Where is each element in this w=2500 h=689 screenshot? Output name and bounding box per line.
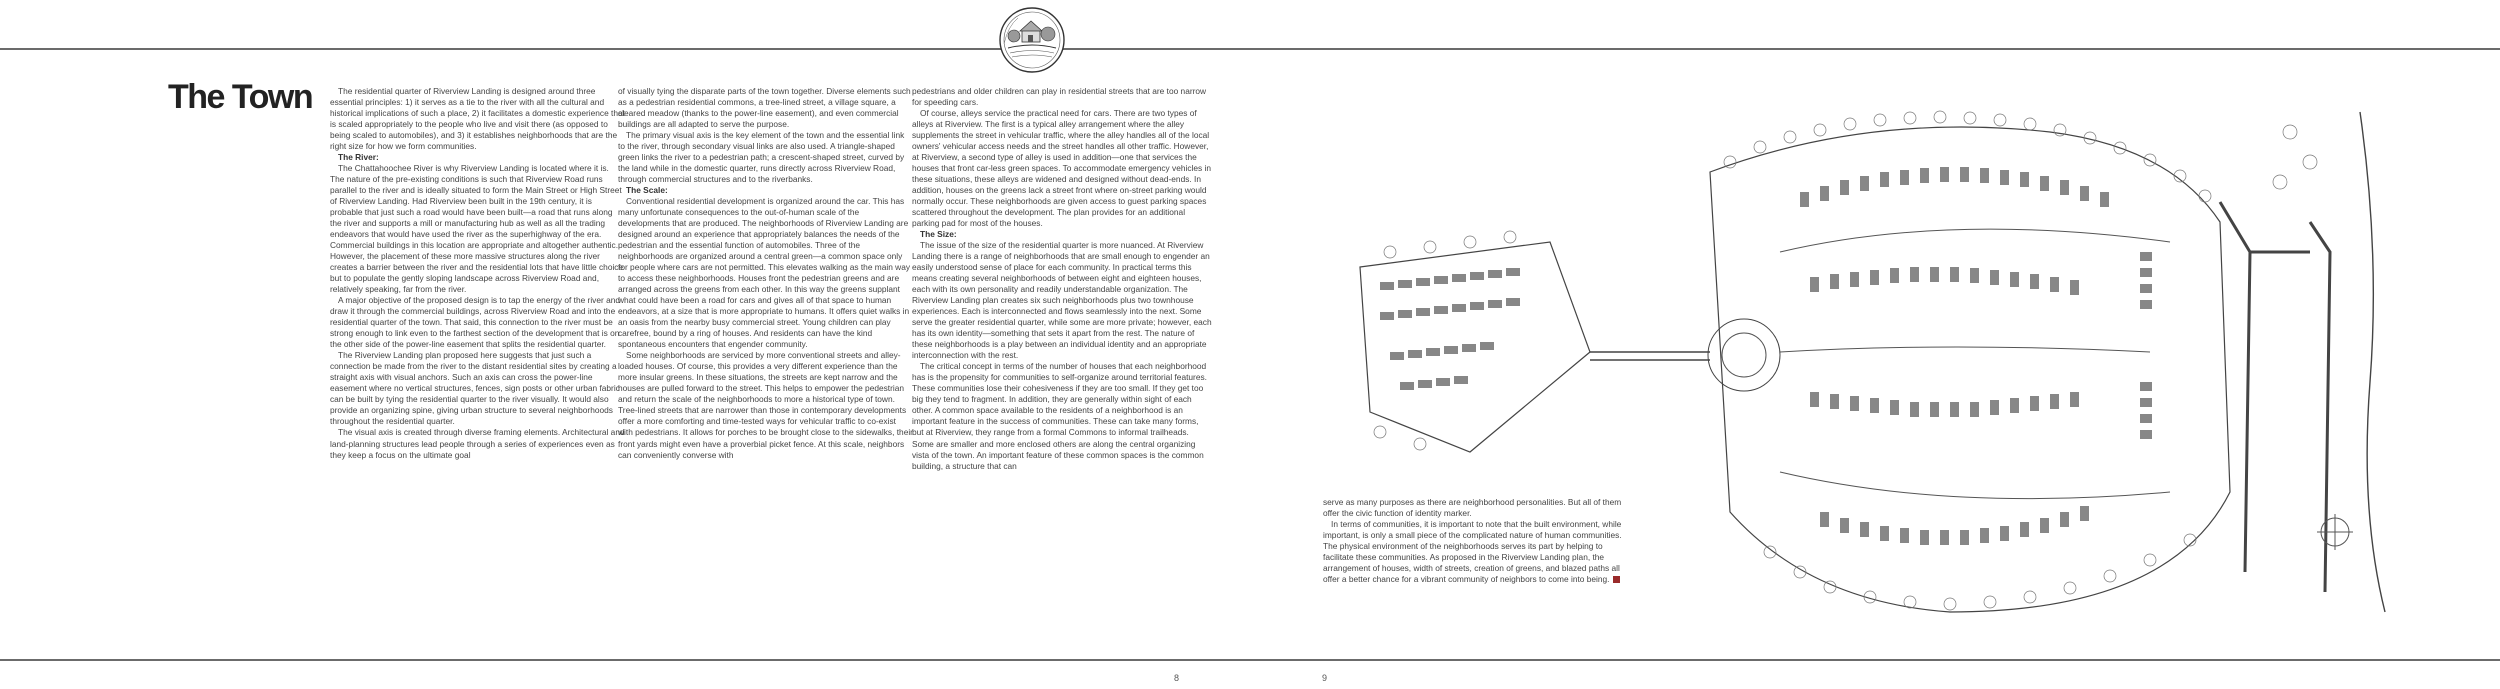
page-number-right: 9 [1322, 673, 1328, 683]
section-heading-river: The River: [338, 152, 379, 163]
paragraph: Conventional residential development is organized around the car. This has many unfortunate consequences to the out-of-human scale of the developments that are produced. The neighborhoods of Riverview Landing are designed around an experience that appropriately balances the needs of the pedestrian and the essential function of automobiles. Three of the neighborhoods are organized around a central green—a common space only for people where cars are not permitted. This elevates walking as the main way to access these neighborhoods. Houses front the pedestrian greens and are arranged across the greens from each other. In this way the greens supplant what could have been a road for cars and gives all of that space to human endeavors, at a size that is more appropriate to humans. It offers quiet walks in an oasis from the nearby busy commercial street. Young children can play carefree, bound by a ring of houses. And residents can have the kind spontaneous encounters that engender community. [618, 196, 911, 350]
paragraph: Of course, alleys service the practical need for cars. There are two types of alleys at Riverview. The first is a typical alley arrangement where the alley supplements the street in vehicular traffic, where the alley handles all of the local owners' vehicular access needs and the street handles all other traffic. However, at Riverview, a second type of alley is used in addition—one that services the houses that front car-less green spaces. To accommodate emergency vehicles in these situations, these alleys are widened and designed without dead-ends. In addition, houses on the greens lack a street front where on-street parking would normally occur. These neighborhoods are given access to guest parking spaces scattered throughout the development. The plan provides for an additional parking pad for most of the houses. [912, 108, 1211, 229]
top-rule [0, 48, 2500, 50]
paragraph: The Riverview Landing plan proposed here suggests that just such a connection be made from the river to the distant residential sites by creating a straight axis with visual anchors. Such an axis can cross the power-line easement where no vertical structures, fences, sign posts or other urban fabric can be built by tying the residential quarter to the river visually. It would also provide an organizing spine, giving urban structure to several neighborhoods throughout the residential quarter. [330, 350, 620, 427]
paragraph: The issue of the size of the residential quarter is more nuanced. At Riverview Landing there is a range of neighborhoods that are small enough to engender an easily understood sense of place for each community. In practical terms this means creating several neighborhoods of between eight and eighteen houses, each with its own personality and readily understandable organization. The Riverview Landing plan creates six such neighborhoods plus two townhouse experiences. Each is interconnected and flows seamlessly into the next. Some serve the greater residential quarter, while some are more private; however, each has its own identity—something that sets it apart from the rest. The nature of these neighborhoods is a play between an individual identity and an appropriate interconnection with the rest. [912, 240, 1212, 361]
paragraph-text: In terms of communities, it is important to note that the built environment, while important, is only a small piece of the complicated nature of human communities. The physical environment of the neighborhoods serves its part by helping to facilitate these communities. As proposed in the Riverview Landing plan, the arrangement of houses, width of streets, creation of greens, and blazed paths all offer a better chance for a vibrant community of neighbors to come into being. [1323, 519, 1622, 585]
page-number-left: 8 [1174, 673, 1180, 683]
section-heading-scale: The Scale: [626, 185, 668, 196]
paragraph: The visual axis is created through diverse framing elements. Architectural and land-planning structures lead people through a series of experiences even as they keep a focus on the ultimate goal [330, 427, 625, 460]
paragraph: The Chattahoochee River is why Riverview Landing is located where it is. The nature of the pre-existing conditions is such that Riverview Road runs parallel to the river and is ideally situated to form the Main Street or High Street of Riverview Landing. Had Riverview been built in the 19th century, it is probable that just such a road would have been built—a road that runs along the river and supports a mill or manufacturing hub as well as all the trading endeavors that would have used the river as the superhighway of the era. Commercial buildings in this location are appropriate and altogether authentic. However, the placement of these more massive structures along the river creates a barrier between the river and the residential lots that have little choice but to populate the gently sloping landscape across Riverview Road and, relatively speaking, far from the river. [330, 163, 624, 295]
paragraph: The residential quarter of Riverview Landing is designed around three essential principles: 1) it serves as a tie to the river with all the cultural and historical implications of such a place, 2) it facilitates a domestic experience that is scaled appropriately to the people who live and visit there (as opposed to being scaled to automobiles), and 3) it establishes neighborhoods that are the right size for how we form communities. [330, 86, 625, 152]
paragraph: The critical concept in terms of the number of houses that each neighborhood has is the propensity for communities to self-organize around territorial features. These communities lose their cohesiveness if they are too small. If they get too big they tend to fragment. In addition, they are generally within sight of each other. A common space available to the residents of a neighborhood is an important feature in the success of communities. These can take many forms, but at Riverview, they range from a formal Commons to informal trailheads. Some are smaller and more enclosed others are along the central organizing vista of the town. An important feature of these common spaces is the common building, a structure that can [912, 361, 1207, 471]
bottom-rule [0, 659, 2500, 661]
paragraph: The primary visual axis is the key element of the town and the essential link to the river, through secondary visual links are also used. A triangle-shaped green links the river to a pedestrian path; a crescent-shaped street, curved by the land while in the domestic quarter, runs directly across Riverview Road, through commercial structures and to the riverbanks. [618, 130, 905, 185]
section-heading-size: The Size: [920, 229, 957, 240]
text-column-2 [618, 86, 913, 461]
page-title: The Town [168, 78, 313, 116]
emblem-icon [998, 6, 1066, 74]
paragraph: Some neighborhoods are serviced by more conventional streets and alley-loaded houses. Of course, this provides a very different experience than the more insular greens. In these situations, the streets are kept narrow and the houses are pulled forward to the street. This helps to empower the pedestrian and return the scale of the neighborhoods to more a historical type of town. Tree-lined streets that are narrower than those in contemporary developments offer a more comforting and time-tested ways for vehicular traffic to co-exist with pedestrians. It allows for porches to be brought close to the sidewalks, their front yards might even have a proverbial picket fence. At this scale, neighbors can conveniently converse with [618, 350, 913, 460]
paragraph: A major objective of the proposed design is to tap the energy of the river and draw it through the commercial buildings, across Riverview Road and into the residential quarter of the town. That said, this connection to the river must be strong enough to link even to the farthest section of the development that is on the other side of the power-line easement that splits the residential quarter. [330, 295, 621, 350]
text-column-3 [912, 86, 1212, 472]
text-column-1 [330, 86, 625, 461]
paragraph: serve as many purposes as there are neighborhood personalities. But all of them offer the civic function of identity marker. [1323, 497, 1622, 519]
paragraph: pedestrians and older children can play in residential streets that are too narrow for speeding cars. [912, 86, 1207, 108]
site-plan-drawing [1350, 52, 2395, 622]
paragraph: of visually tying the disparate parts of the town together. Diverse elements such as a pedestrian residential commons, a tree-lined street, a village square, a cleared meadow (thanks to the power-line easement), and even commercial buildings are all adapted to serve the purpose. [618, 86, 911, 130]
